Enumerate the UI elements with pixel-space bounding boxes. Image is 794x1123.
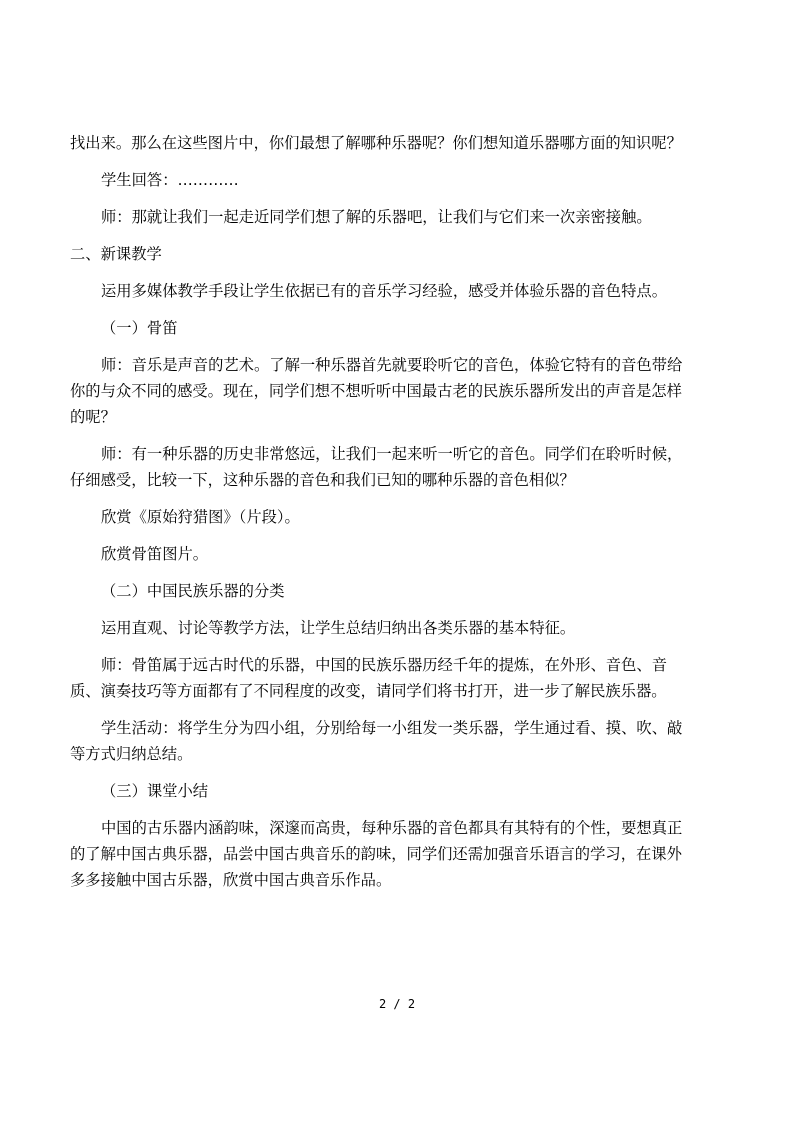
paragraph xyxy=(70,578,723,604)
paragraph-line: 二、新课教学 xyxy=(70,245,162,263)
paragraph xyxy=(70,652,723,704)
paragraph-line: 仔细感受，比较一下，这种乐器的音色和我们已知的哪种乐器的音色相似？ xyxy=(70,471,575,489)
paragraph-line: （二）中国民族乐器的分类 xyxy=(101,582,285,600)
document-body xyxy=(70,130,723,904)
paragraph-line: 学生活动：将学生分为四小组，分别给每一小组发一类乐器，学生通过看、摸、吹、敲 xyxy=(101,719,683,737)
paragraph xyxy=(70,204,723,230)
paragraph-line: 师：那就让我们一起走近同学们想了解的乐器吧，让我们与它们来一次亲密接触。 xyxy=(101,208,652,226)
paragraph xyxy=(70,778,723,804)
paragraph xyxy=(70,615,723,641)
paragraph-line: 等方式归纳总结。 xyxy=(70,745,193,763)
paragraph-line: 运用直观、讨论等教学方法，让学生总结归纳出各类乐器的基本特征。 xyxy=(101,619,576,637)
paragraph-line: 中国的古乐器内涵韵味，深邃而高贵，每种乐器的音色都具有其特有的个性，要想真正 xyxy=(101,819,683,837)
paragraph-line: 你的与众不同的感受。现在，同学们想不想听听中国最古老的民族乐器所发出的声音是怎样 xyxy=(70,382,682,400)
paragraph xyxy=(70,815,723,893)
paragraph-line: 学生回答：………… xyxy=(101,171,239,189)
paragraph xyxy=(70,241,723,267)
page-number: 2 / 2 xyxy=(378,997,416,1011)
paragraph-line: 欣赏骨笛图片。 xyxy=(101,545,209,563)
paragraph xyxy=(70,167,723,193)
paragraph-line: （三）课堂小结 xyxy=(101,782,209,800)
paragraph-line: 多多接触中国古乐器，欣赏中国古典音乐作品。 xyxy=(70,871,392,889)
paragraph-line: 师：有一种乐器的历史非常悠远，让我们一起来听一听它的音色。同学们在聆听时候， xyxy=(101,445,683,463)
paragraph-line: （一）骨笛 xyxy=(101,319,178,337)
paragraph xyxy=(70,315,723,341)
paragraph-line: 运用多媒体教学手段让学生依据已有的音乐学习经验，感受并体验乐器的音色特点。 xyxy=(101,282,667,300)
paragraph-line: 的了解中国古典乐器，品尝中国古典音乐的韵味，同学们还需加强音乐语言的学习，在课外 xyxy=(70,845,682,863)
paragraph-line: 质、演奏技巧等方面都有了不同程度的改变，请同学们将书打开，进一步了解民族乐器。 xyxy=(70,682,667,700)
paragraph xyxy=(70,352,723,430)
paragraph xyxy=(70,278,723,304)
paragraph-line: 师：音乐是声音的艺术。了解一种乐器首先就要聆听它的音色，体验它特有的音色带给 xyxy=(101,356,683,374)
paragraph-line: 欣赏《原始狩猎图》（片段）。 xyxy=(101,508,300,526)
paragraph xyxy=(70,504,723,530)
paragraph-line: 师：骨笛属于远古时代的乐器，中国的民族乐器历经千年的提炼，在外形、音色、音 xyxy=(101,656,667,674)
paragraph-line: 找出来。那么在这些图片中，你们最想了解哪种乐器呢？你们想知道乐器哪方面的知识呢？ xyxy=(70,134,682,152)
paragraph xyxy=(70,715,723,767)
paragraph xyxy=(70,130,723,156)
paragraph xyxy=(70,441,723,493)
paragraph xyxy=(70,541,723,567)
paragraph-line: 的呢？ xyxy=(70,408,116,426)
